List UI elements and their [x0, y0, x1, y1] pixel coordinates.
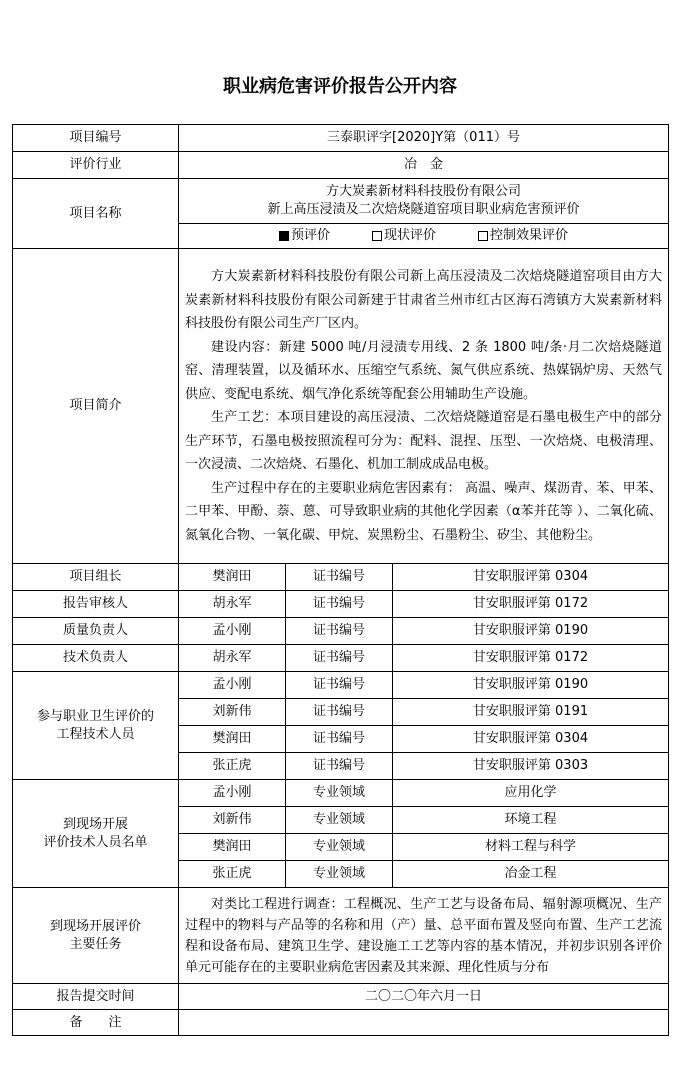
staff-field-label: 专业领域: [286, 834, 393, 861]
participant-cert-label: 证书编号: [286, 672, 393, 699]
staff-field-label: 专业领域: [286, 807, 393, 834]
technical-label: 技术负责人: [13, 645, 179, 672]
technical-cert: 甘安职服评第 0172: [393, 645, 669, 672]
remarks-label: 备 注: [13, 1010, 179, 1036]
staff-field: 材料工程与科学: [393, 834, 669, 861]
row-onsite-task: [13, 888, 669, 984]
summary-label: 项目简介: [13, 249, 179, 564]
participants-label-line1: 参与职业卫生评价的: [36, 708, 154, 724]
quality-cert: 甘安职服评第 0190: [393, 618, 669, 645]
project-name-value: [179, 179, 669, 224]
quality-label: 质量负责人: [13, 618, 179, 645]
staff-name: 孟小刚: [179, 780, 286, 807]
participant-cert-label: 证书编号: [286, 699, 393, 726]
summary-paragraph: 方大炭素新材料科技股份有限公司新上高压浸渍及二次焙烧隧道窑项目由方大炭素新材料科技股份有限公司新建于甘肃省兰州市红古区海石湾镇方大炭素新材料科技股份有限公司生产厂区内。: [185, 269, 662, 331]
summary-content: [179, 249, 669, 564]
leader-cert-label: 证书编号: [286, 564, 393, 591]
row-summary: [13, 249, 669, 564]
row-submit-time: [13, 984, 669, 1010]
unchecked-box-icon: [372, 231, 382, 241]
leader-label: 项目组长: [13, 564, 179, 591]
staff-name: 张正虎: [179, 861, 286, 888]
summary-paragraph: 建设内容：新建 5000 吨/月浸渍专用线、2 条 1800 吨/条·月二次焙烧隧道窑、清理装置，以及循环水、压缩空气系统、氮气供应系统、热媒锅炉房、天然气供应、变配电系统、烟气净化系统等配套公用辅助生产设施。: [185, 339, 662, 402]
staff-field-label: 专业领域: [286, 780, 393, 807]
participant-cert-label: 证书编号: [286, 753, 393, 780]
participant-name: 刘新伟: [179, 699, 286, 726]
onsite-staff-label-line1: 到现场开展: [62, 816, 128, 832]
onsite-task-label-line1: 到现场开展评价: [49, 918, 141, 934]
eval-type-options: [179, 224, 669, 249]
project-name-label: 项目名称: [13, 179, 179, 249]
option-status-eval[interactable]: [372, 227, 436, 245]
reviewer-name: 胡永军: [179, 591, 286, 618]
participant-cert: 甘安职服评第 0190: [393, 672, 669, 699]
participant-cert: 甘安职服评第 0191: [393, 699, 669, 726]
row-reviewer: [13, 591, 669, 618]
submit-time-value: 二〇二〇年六月一日: [179, 984, 669, 1010]
participant-name: 孟小刚: [179, 672, 286, 699]
staff-field-label: 专业领域: [286, 861, 393, 888]
report-table: [12, 124, 669, 1036]
technical-name: 胡永军: [179, 645, 286, 672]
onsite-task-label-line2: 主要任务: [69, 936, 122, 952]
reviewer-label: 报告审核人: [13, 591, 179, 618]
onsite-task-label: [13, 888, 179, 984]
option-label: 现状评价: [383, 228, 436, 243]
onsite-task-content: [179, 888, 669, 984]
quality-name: 孟小刚: [179, 618, 286, 645]
option-control-eval[interactable]: [478, 227, 568, 245]
option-label: 预评价: [290, 228, 330, 243]
participant-name: 樊润田: [179, 726, 286, 753]
participants-label-line2: 工程技术人员: [56, 726, 135, 742]
row-participant: [13, 672, 669, 699]
row-onsite-staff: [13, 780, 669, 807]
leader-name: 樊润田: [179, 564, 286, 591]
project-name-line1: 方大炭素新材料科技股份有限公司: [325, 184, 521, 199]
unchecked-box-icon: [478, 231, 488, 241]
row-project-no: [13, 125, 669, 152]
submit-time-label: 报告提交时间: [13, 984, 179, 1010]
staff-name: 樊润田: [179, 834, 286, 861]
industry-label: 评价行业: [13, 152, 179, 179]
project-name-line2: 新上高压浸渍及二次焙烧隧道窑项目职业病危害预评价: [267, 202, 580, 217]
project-no-label: 项目编号: [13, 125, 179, 152]
industry-value: 冶 金: [179, 152, 669, 179]
onsite-staff-label-line2: 评价技术人员名单: [43, 834, 148, 850]
staff-field: 冶金工程: [393, 861, 669, 888]
option-pre-eval[interactable]: [279, 227, 330, 245]
reviewer-cert-label: 证书编号: [286, 591, 393, 618]
row-technical: [13, 645, 669, 672]
page-title: 职业病危害评价报告公开内容: [223, 76, 457, 97]
project-no-value: 三泰职评字[2020]Y第（011）号: [179, 125, 669, 152]
participant-cert: 甘安职服评第 0303: [393, 753, 669, 780]
participant-cert-label: 证书编号: [286, 726, 393, 753]
summary-paragraph: 生产工艺：本项目建设的高压浸渍、二次焙烧隧道窑是石墨电极生产中的部分生产环节，石墨电极按照流程可分为：配料、混捏、压型、一次焙烧、电极清理、一次浸渍、二次焙烧、石墨化、机加工制成成品电极。: [185, 410, 662, 472]
row-industry: [13, 152, 669, 179]
staff-field: 应用化学: [393, 780, 669, 807]
checked-box-icon: [279, 231, 289, 241]
row-remarks: [13, 1010, 669, 1036]
row-project-name: [13, 179, 669, 224]
participant-cert: 甘安职服评第 0304: [393, 726, 669, 753]
quality-cert-label: 证书编号: [286, 618, 393, 645]
remarks-value[interactable]: [179, 1010, 669, 1036]
summary-paragraph: 生产过程中存在的主要职业病危害因素有： 高温、噪声、煤沥青、苯、甲苯、二甲苯、甲酚、萘、蒽、可导致职业病的其他化学因素（α苯并芘等 ）、二氧化硫、氮氧化合物、一氧化碳、甲烷、炭黑粉尘、石墨粉尘、矽尘、其他粉尘。: [185, 480, 662, 543]
staff-name: 刘新伟: [179, 807, 286, 834]
leader-cert: 甘安职服评第 0304: [393, 564, 669, 591]
row-leader: [13, 564, 669, 591]
reviewer-cert: 甘安职服评第 0172: [393, 591, 669, 618]
participant-name: 张正虎: [179, 753, 286, 780]
technical-cert-label: 证书编号: [286, 645, 393, 672]
option-label: 控制效果评价: [490, 228, 569, 243]
participants-label: [13, 672, 179, 780]
row-quality: [13, 618, 669, 645]
staff-field: 环境工程: [393, 807, 669, 834]
onsite-staff-label: [13, 780, 179, 888]
onsite-task-text: 对类比工程进行调查：工程概况、生产工艺与设备布局、辐射源项概况、生产过程中的物料与产品等的名称和用（产）量、总平面布置及竖向布置、生产工艺流程和设备布局、建筑卫生学、建设施工工艺等内容的基本情况，并初步识别各评价单元可能存在的主要职业病危害因素及其来源、理化性质与分布: [185, 896, 662, 975]
